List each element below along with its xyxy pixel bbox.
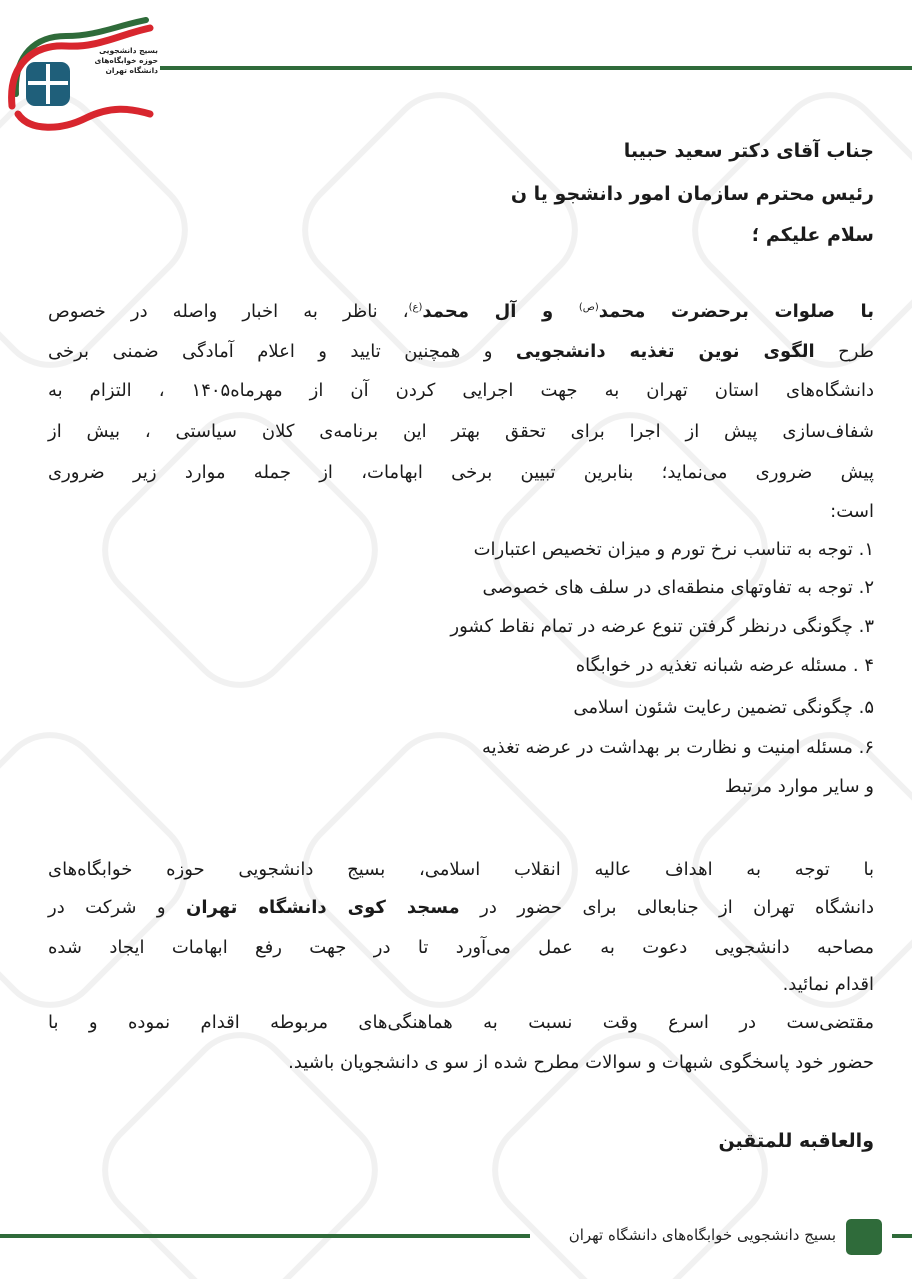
para2-line-5: مقتضی‌ست در اسرع وقت نسبت به هماهنگی‌های مربوطه اقدام نموده و با	[48, 1012, 874, 1033]
salawat-text: با صلوات برحضرت محمد	[598, 301, 874, 322]
logo-caption	[78, 46, 158, 76]
list-item: ۶. مسئله امنیت و نظارت بر بهداشت در عرضه تغذیه	[482, 737, 874, 758]
para1-line-2-pre: طرح	[814, 341, 874, 362]
greeting: سلام علیکم ؛	[751, 224, 874, 246]
footer-square-icon	[846, 1219, 882, 1255]
para2-line-1: با توجه به اهداف عالیه انقلاب اسلامی، بسیج دانشجویی حوزه خوابگاه‌های	[48, 859, 874, 880]
al-muhammad-text: و آل محمد	[422, 301, 579, 322]
para2-line-3: مصاحبه دانشجویی دعوت به عمل می‌آورد تا در جهت رفع ابهامات ایجاد شده	[48, 937, 874, 958]
recipient-title: رئیس محترم سازمان امور دانشجو یا ن	[510, 183, 874, 205]
footer-text: بسیج دانشجویی خوابگاه‌های دانشگاه تهران	[568, 1226, 836, 1244]
para1-line-3: دانشگاه‌های استان تهران به جهت اجرایی کردن آن از مهرماه۱۴۰۵ ، التزام به	[48, 380, 874, 401]
para2-line-2-pre: دانشگاه تهران از جنابعالی برای حضور در	[459, 897, 875, 918]
list-item: ۴ . مسئله عرضه شبانه تغذیه در خوابگاه	[575, 655, 874, 676]
plan-name: الگوی نوین تغذیه دانشجویی	[515, 341, 815, 362]
list-item: ۱. توجه به تناسب نرخ تورم و میزان تخصیص اعتبارات	[473, 539, 874, 560]
para1-line-1	[48, 295, 874, 325]
list-item: ۲. توجه به تفاوتهای منطقه‌ای در سلف های خصوصی	[482, 577, 874, 598]
para1-line-2	[48, 339, 874, 365]
list-item: ۵. چگونگی تضمین رعایت شئون اسلامی	[573, 697, 874, 718]
para2-line-6: حضور خود پاسخگوی شبهات و سوالات مطرح شده از سو ی دانشجویان باشید.	[288, 1052, 874, 1073]
para1-line-5: پیش ضروری می‌نماید؛ بنابرین تبیین برخی ابهامات، از جمله موارد زیر ضروری	[48, 462, 874, 483]
para1-line-1-rest: ، ناظر به اخبار واصله در خصوص	[48, 301, 409, 322]
list-other: و سایر موارد مرتبط	[724, 776, 874, 797]
logo-line-2: حوزه خوابگاه‌های	[94, 56, 158, 65]
closing-phrase: والعاقبه للمتقین	[718, 1130, 874, 1152]
para2-line-2	[48, 895, 874, 921]
para2-line-2-rest: و شرکت در	[48, 897, 186, 918]
recipient-name: جناب آقای دکتر سعید حبیبا	[623, 140, 874, 162]
logo-line-1: بسیج دانشجویی	[99, 46, 158, 55]
logo-line-3: دانشگاه تهران	[105, 66, 158, 75]
salawat-sup-a: (ع)	[408, 302, 423, 313]
salawat-sup-s: (ص)	[578, 302, 599, 313]
para2-line-4: اقدام نمائید.	[782, 974, 874, 995]
venue-name: مسجد کوی دانشگاه تهران	[185, 897, 460, 918]
list-item: ۳. چگونگی درنظر گرفتن تنوع عرضه در تمام نقاط کشور	[450, 616, 874, 637]
para1-line-2-rest: و همچنین تایید و اعلام آمادگی ضمنی برخی	[48, 341, 516, 362]
para1-line-6: است:	[830, 501, 874, 522]
para1-line-4: شفاف‌سازی پیش از اجرا برای تحقق بهتر این برنامه‌ی کلان سیاستی ، بیش از	[48, 421, 874, 442]
